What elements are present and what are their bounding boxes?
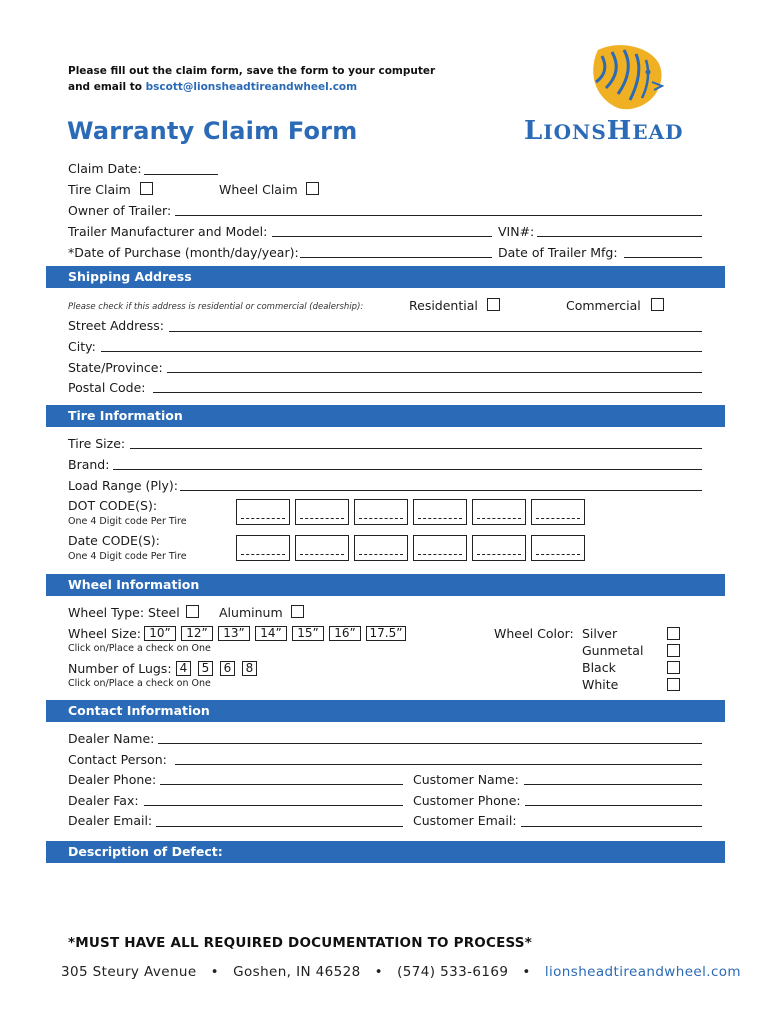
vin-field[interactable] xyxy=(537,236,702,237)
footer-website-link[interactable]: lionsheadtireandwheel.com xyxy=(544,964,741,980)
page-title: Warranty Claim Form xyxy=(67,117,358,145)
instructions-line-2 xyxy=(68,79,435,95)
dashed-guide xyxy=(241,554,285,555)
date-code-hint: One 4 Digit code Per Tire xyxy=(68,551,187,562)
residential-checkbox[interactable] xyxy=(487,298,500,311)
contact-section-header xyxy=(46,700,725,722)
dealer-email-label: Dealer Email: xyxy=(68,813,153,828)
contact-person-label: Contact Person: xyxy=(68,752,167,767)
owner-field[interactable] xyxy=(175,215,702,216)
address-type-note: Please check if this address is residential or commercial (dealership): xyxy=(68,302,364,312)
postal-label: Postal Code: xyxy=(68,380,146,395)
contact-header-text: Contact Information xyxy=(68,703,210,718)
instructions-note xyxy=(68,63,435,95)
wheel-color-label: Gunmetal xyxy=(582,643,644,658)
tire-claim-checkbox[interactable] xyxy=(140,182,153,195)
state-field[interactable] xyxy=(167,372,702,373)
manufacturer-label: Trailer Manufacturer and Model: xyxy=(68,224,268,239)
wheel-color-label: Wheel Color: xyxy=(494,626,574,641)
tire-size-field[interactable] xyxy=(130,448,702,449)
dot-code-box-6[interactable] xyxy=(531,499,585,525)
dot-code-box-2[interactable] xyxy=(295,499,349,525)
date-code-label: Date CODE(S): xyxy=(68,533,160,548)
dashed-guide xyxy=(359,518,403,519)
lug-option[interactable]: 4 xyxy=(176,661,191,676)
purchase-date-field[interactable] xyxy=(300,257,492,258)
lion-head-logo-icon xyxy=(578,42,668,114)
footer-city: Goshen, IN 46528 xyxy=(233,964,361,980)
owner-label: Owner of Trailer: xyxy=(68,203,172,218)
wheel-section-header xyxy=(46,574,725,596)
wheel-color-label: Silver xyxy=(582,626,618,641)
dashed-guide xyxy=(359,554,403,555)
commercial-label: Commercial xyxy=(566,298,641,313)
footer-phone: (574) 533-6169 xyxy=(397,964,509,980)
dashed-guide xyxy=(477,518,521,519)
requirement-note: *MUST HAVE ALL REQUIRED DOCUMENTATION TO PROCESS* xyxy=(68,935,532,951)
dealer-phone-label: Dealer Phone: xyxy=(68,772,157,787)
commercial-checkbox[interactable] xyxy=(651,298,664,311)
wheel-size-option[interactable]: 12” xyxy=(181,626,213,641)
contact-person-field[interactable] xyxy=(175,764,702,765)
brand-field[interactable] xyxy=(113,469,702,470)
dealer-phone-field[interactable] xyxy=(160,784,403,785)
vin-label: VIN#: xyxy=(498,224,535,239)
defect-description-area[interactable] xyxy=(46,864,725,924)
dealer-email-field[interactable] xyxy=(156,826,403,827)
claim-date-field[interactable] xyxy=(144,174,218,175)
dot-code-box-5[interactable] xyxy=(472,499,526,525)
wheel-color-checkbox[interactable] xyxy=(667,678,680,691)
wheel-color-checkbox[interactable] xyxy=(667,644,680,657)
dashed-guide xyxy=(418,518,462,519)
postal-field[interactable] xyxy=(153,392,702,393)
dealer-name-label: Dealer Name: xyxy=(68,731,155,746)
dealer-fax-label: Dealer Fax: xyxy=(68,793,139,808)
shipping-header-text: Shipping Address xyxy=(68,269,192,284)
wheel-header-text: Wheel Information xyxy=(68,577,200,592)
claim-date-label: Claim Date: xyxy=(68,161,142,176)
wheel-claim-label: Wheel Claim xyxy=(219,182,298,197)
dashed-guide xyxy=(477,554,521,555)
mfg-date-label: Date of Trailer Mfg: xyxy=(498,245,618,260)
tire-size-label: Tire Size: xyxy=(68,436,126,451)
wheel-color-label: Black xyxy=(582,660,616,675)
wheel-size-option[interactable]: 15” xyxy=(292,626,324,641)
aluminum-checkbox[interactable] xyxy=(291,605,304,618)
defect-header-text: Description of Defect: xyxy=(68,844,223,859)
date-code-box-6[interactable] xyxy=(531,535,585,561)
street-label: Street Address: xyxy=(68,318,164,333)
footer-address xyxy=(61,964,741,980)
wheel-size-hint: Click on/Place a check on One xyxy=(68,643,211,654)
mfg-date-field[interactable] xyxy=(624,257,702,258)
lug-option[interactable]: 6 xyxy=(220,661,235,676)
wheel-type-label: Wheel Type: Steel xyxy=(68,605,180,620)
customer-name-label: Customer Name: xyxy=(413,772,519,787)
wheel-size-option[interactable]: 10” xyxy=(144,626,176,641)
customer-phone-field[interactable] xyxy=(525,805,702,806)
street-field[interactable] xyxy=(169,331,702,332)
dot-code-box-4[interactable] xyxy=(413,499,467,525)
state-label: State/Province: xyxy=(68,360,163,375)
dot-code-box-1[interactable] xyxy=(236,499,290,525)
brand-initial-l: L xyxy=(524,116,544,146)
wheel-color-label: White xyxy=(582,677,619,692)
aluminum-label: Aluminum xyxy=(219,605,283,620)
wheel-size-option[interactable]: 14” xyxy=(255,626,287,641)
purchase-date-label: *Date of Purchase (month/day/year): xyxy=(68,245,299,260)
date-code-box-1[interactable] xyxy=(236,535,290,561)
wheel-size-option[interactable]: 17.5” xyxy=(366,626,406,641)
city-field[interactable] xyxy=(101,351,702,352)
wheel-size-label: Wheel Size: xyxy=(68,626,141,641)
brand-label: Brand: xyxy=(68,457,110,472)
wheel-claim-checkbox[interactable] xyxy=(306,182,319,195)
lug-option[interactable]: 8 xyxy=(242,661,257,676)
customer-email-label: Customer Email: xyxy=(413,813,517,828)
dot-code-hint: One 4 Digit code Per Tire xyxy=(68,516,187,527)
instructions-line-1: Please fill out the claim form, save the form to your computer xyxy=(68,65,436,77)
date-code-box-3[interactable] xyxy=(354,535,408,561)
wheel-color-checkbox[interactable] xyxy=(667,627,680,640)
contact-email-link[interactable]: bscott@lionsheadtireandwheel.com xyxy=(145,81,358,93)
date-code-box-4[interactable] xyxy=(413,535,467,561)
manufacturer-field[interactable] xyxy=(272,236,492,237)
footer-street: 305 Steury Avenue xyxy=(61,964,197,980)
lugs-label: Number of Lugs: xyxy=(68,661,172,676)
date-code-box-5[interactable] xyxy=(472,535,526,561)
shipping-section-header xyxy=(46,266,725,288)
tire-header-text: Tire Information xyxy=(68,408,183,423)
footer-bullet-3: • xyxy=(522,964,531,980)
dashed-guide xyxy=(536,554,580,555)
customer-email-field[interactable] xyxy=(521,826,702,827)
dot-code-box-3[interactable] xyxy=(354,499,408,525)
lugs-hint: Click on/Place a check on One xyxy=(68,678,211,689)
instructions-prefix: and email to xyxy=(68,81,146,93)
footer-bullet-1: • xyxy=(210,964,220,980)
city-label: City: xyxy=(68,339,96,354)
wheel-size-option[interactable]: 16” xyxy=(329,626,361,641)
brand-wordmark xyxy=(524,116,683,146)
dealer-name-field[interactable] xyxy=(158,743,702,744)
dashed-guide xyxy=(418,554,462,555)
brand-rest-ions: IONS xyxy=(543,120,607,144)
footer-bullet-2: • xyxy=(374,964,384,980)
dot-code-label: DOT CODE(S): xyxy=(68,498,158,513)
wheel-color-checkbox[interactable] xyxy=(667,661,680,674)
customer-phone-label: Customer Phone: xyxy=(413,793,521,808)
lug-option[interactable]: 5 xyxy=(198,661,213,676)
dashed-guide xyxy=(300,554,344,555)
load-range-label: Load Range (Ply): xyxy=(68,478,178,493)
residential-label: Residential xyxy=(409,298,478,313)
date-code-box-2[interactable] xyxy=(295,535,349,561)
dashed-guide xyxy=(300,518,344,519)
defect-section-header xyxy=(46,841,725,863)
customer-name-field[interactable] xyxy=(524,784,702,785)
wheel-size-option[interactable]: 13” xyxy=(218,626,250,641)
dashed-guide xyxy=(241,518,285,519)
tire-claim-label: Tire Claim xyxy=(68,182,131,197)
dashed-guide xyxy=(536,518,580,519)
dealer-fax-field[interactable] xyxy=(144,805,403,806)
brand-rest-ead: EAD xyxy=(632,120,684,144)
brand-initial-h: H xyxy=(606,116,633,146)
tire-section-header xyxy=(46,405,725,427)
load-range-field[interactable] xyxy=(180,490,702,491)
steel-checkbox[interactable] xyxy=(186,605,199,618)
